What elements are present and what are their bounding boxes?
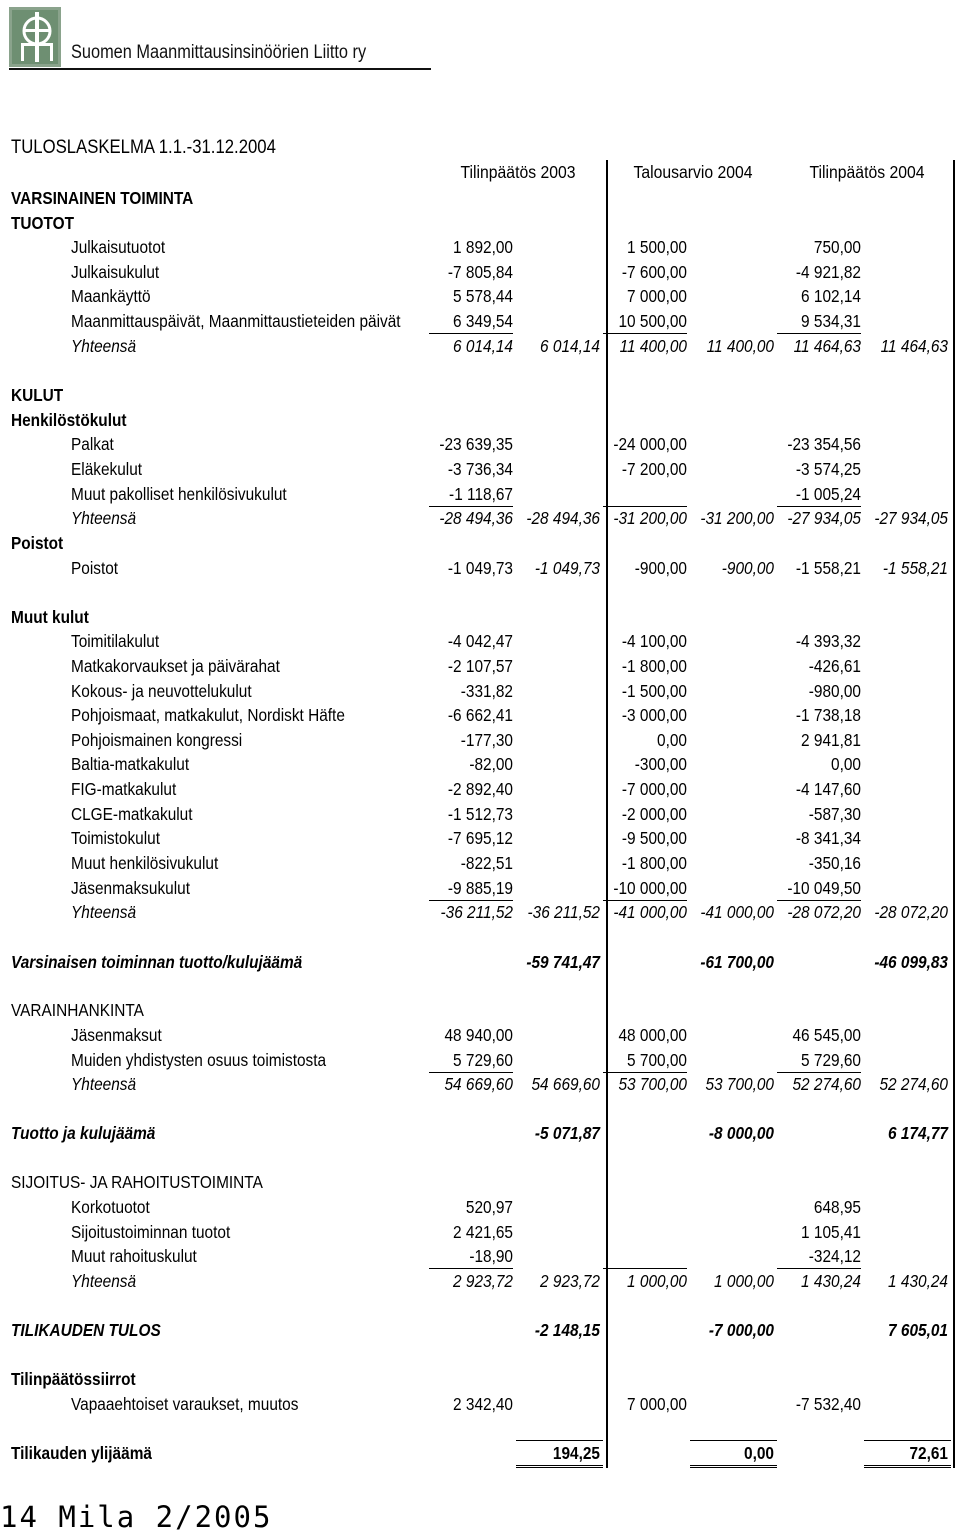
value-cell: -426,61 [808, 656, 861, 676]
table-row [0, 752, 960, 776]
table-row [0, 334, 960, 358]
row-label: VARSINAINEN TOIMINTA [11, 188, 194, 208]
row-label: Jäsenmaksut [71, 1025, 162, 1045]
value-cell: 11 400,00 [706, 336, 774, 356]
value-cell: -4 393,32 [795, 631, 861, 651]
row-label: Julkaisukulut [71, 262, 160, 282]
table-row [0, 998, 960, 1022]
row-label: Eläkekulut [71, 459, 143, 479]
value-cell: 1 000,00 [714, 1271, 774, 1291]
table-row [0, 506, 960, 530]
value-cell: 54 669,60 [444, 1074, 513, 1094]
table-row [0, 260, 960, 284]
value-cell: -900,00 [634, 558, 687, 578]
value-cell: -8 000,00 [708, 1123, 774, 1143]
row-label: Maankäyttö [71, 286, 151, 306]
row-label: Julkaisutuotot [71, 237, 166, 257]
value-cell: -4 100,00 [621, 631, 687, 651]
value-cell: -28 072,20 [787, 902, 861, 922]
value-cell: 1 430,24 [801, 1271, 861, 1291]
row-label: Tilikauden ylijäämä [11, 1443, 152, 1463]
value-cell: -28 494,36 [439, 508, 513, 528]
row-label: Poistot [11, 533, 64, 553]
row-label: SIJOITUS- JA RAHOITUSTOIMINTA [11, 1172, 263, 1192]
table-row [0, 950, 960, 974]
value-cell: -46 099,83 [874, 952, 948, 972]
table-row [0, 629, 960, 653]
value-cell: 48 940,00 [444, 1025, 513, 1045]
value-cell: -2 107,57 [447, 656, 513, 676]
header-rule [9, 68, 431, 70]
result-overline [690, 1440, 777, 1441]
row-label: Yhteensä [71, 336, 137, 356]
value-cell: -587,30 [808, 804, 861, 824]
value-cell: 7 000,00 [627, 1394, 687, 1414]
value-cell: -36 211,52 [527, 902, 600, 922]
value-cell: 9 534,31 [801, 311, 861, 331]
table-row [0, 1170, 960, 1194]
value-cell: -31 200,00 [613, 508, 687, 528]
row-label: Maanmittauspäivät, Maanmittaustieteiden päivät [71, 311, 401, 331]
row-label: Yhteensä [71, 508, 137, 528]
value-cell: -28 494,36 [526, 508, 600, 528]
row-label: Muut pakolliset henkilösivukulut [71, 484, 287, 504]
value-cell: -7 000,00 [708, 1320, 774, 1340]
value-cell: -9 885,19 [447, 878, 513, 898]
value-cell: 54 669,60 [531, 1074, 600, 1094]
value-cell: 53 700,00 [618, 1074, 687, 1094]
value-cell: -1 800,00 [621, 853, 687, 873]
value-cell: -7 200,00 [621, 459, 687, 479]
value-cell: -1 558,21 [795, 558, 861, 578]
value-cell: 6 174,77 [888, 1123, 948, 1143]
value-cell: 5 729,60 [801, 1050, 861, 1070]
table-row [0, 309, 960, 333]
table-row [0, 654, 960, 678]
value-cell: 6 349,54 [453, 311, 513, 331]
row-label: Yhteensä [71, 902, 137, 922]
value-cell: -300,00 [634, 754, 687, 774]
row-label: Tuotto ja kulujäämä [11, 1123, 156, 1143]
row-label: Matkakorvaukset ja päivärahat [71, 656, 280, 676]
table-row [0, 728, 960, 752]
value-cell: -27 934,05 [787, 508, 861, 528]
association-logo-icon [9, 7, 61, 67]
row-label: Poistot [71, 558, 119, 578]
value-cell: 2 923,72 [453, 1271, 513, 1291]
value-cell: 11 400,00 [619, 336, 687, 356]
table-row [0, 1048, 960, 1072]
column-header-tilinpaatos-2004: Tilinpäätös 2004 [809, 162, 925, 182]
value-cell: -18,90 [469, 1246, 513, 1266]
value-cell: -10 000,00 [613, 878, 687, 898]
value-cell: -1 558,21 [882, 558, 948, 578]
value-cell: -3 000,00 [621, 705, 687, 725]
value-cell: -324,12 [808, 1246, 861, 1266]
value-cell: 6 014,14 [453, 336, 513, 356]
row-label: Varsinaisen toiminnan tuotto/kulujäämä [11, 952, 303, 972]
value-cell: 2 421,65 [453, 1222, 513, 1242]
table-row [0, 777, 960, 801]
table-row [0, 1023, 960, 1047]
row-label: Baltia-matkakulut [71, 754, 190, 774]
value-cell: 5 729,60 [453, 1050, 513, 1070]
table-row [0, 703, 960, 727]
table-row [0, 679, 960, 703]
table-row [0, 1121, 960, 1145]
value-cell: -2 892,40 [447, 779, 513, 799]
table-row [0, 1441, 960, 1465]
value-cell: 72,61 [909, 1443, 948, 1463]
table-row [0, 802, 960, 826]
row-label: Muut kulut [11, 607, 89, 627]
table-row [0, 1392, 960, 1416]
value-cell: -350,16 [808, 853, 861, 873]
page-footer: 14 Mila 2/2005 [0, 1500, 273, 1534]
value-cell: 52 274,60 [792, 1074, 861, 1094]
row-label: Korkotuotot [71, 1197, 150, 1217]
table-row [0, 900, 960, 924]
value-cell: -7 600,00 [621, 262, 687, 282]
table-row [0, 1318, 960, 1342]
value-cell: 2 342,40 [453, 1394, 513, 1414]
value-cell: -1 512,73 [447, 804, 513, 824]
value-cell: -1 049,73 [534, 558, 600, 578]
table-row [0, 605, 960, 629]
value-cell: -41 000,00 [700, 902, 774, 922]
value-cell: 52 274,60 [879, 1074, 948, 1094]
row-label: VARAINHANKINTA [11, 1000, 144, 1020]
table-row [0, 482, 960, 506]
row-label: Toimitilakulut [71, 631, 160, 651]
value-cell: 11 464,63 [793, 336, 861, 356]
row-label: Tilinpäätössiirrot [11, 1369, 136, 1389]
table-row [0, 556, 960, 580]
value-cell: 48 000,00 [618, 1025, 687, 1045]
value-cell: -2 000,00 [621, 804, 687, 824]
value-cell: -331,82 [460, 681, 513, 701]
value-cell: 1 105,41 [801, 1222, 861, 1242]
value-cell: -1 738,18 [795, 705, 861, 725]
result-double-underline [690, 1465, 777, 1468]
result-double-underline [516, 1465, 603, 1468]
value-cell: -59 741,47 [526, 952, 600, 972]
value-cell: -82,00 [469, 754, 513, 774]
table-row [0, 1244, 960, 1268]
row-label: KULUT [11, 385, 64, 405]
row-label: Muiden yhdistysten osuus toimistosta [71, 1050, 327, 1070]
value-cell: -24 000,00 [613, 434, 687, 454]
row-label: Pohjoismaat, matkakulut, Nordiskt Häfte [71, 705, 345, 725]
column-header-talousarvio-2004: Talousarvio 2004 [633, 162, 753, 182]
table-row [0, 235, 960, 259]
table-row [0, 826, 960, 850]
value-cell: -3 736,34 [447, 459, 513, 479]
table-row [0, 531, 960, 555]
value-cell: -8 341,34 [795, 828, 861, 848]
value-cell: -4 042,47 [447, 631, 513, 651]
value-cell: -61 700,00 [700, 952, 774, 972]
value-cell: -6 662,41 [447, 705, 513, 725]
table-row [0, 1195, 960, 1219]
organization-name: Suomen Maanmittausinsinöörien Liitto ry [71, 42, 367, 63]
value-cell: 2 941,81 [801, 730, 861, 750]
table-row [0, 1220, 960, 1244]
value-cell: 46 545,00 [792, 1025, 861, 1045]
table-row [0, 383, 960, 407]
value-cell: 648,95 [813, 1197, 861, 1217]
table-row [0, 211, 960, 235]
table-row [0, 851, 960, 875]
table-row [0, 1367, 960, 1391]
value-cell: 1 500,00 [627, 237, 687, 257]
value-cell: 53 700,00 [705, 1074, 774, 1094]
value-cell: -7 532,40 [795, 1394, 861, 1414]
row-label: FIG-matkakulut [71, 779, 177, 799]
value-cell: 2 923,72 [540, 1271, 600, 1291]
value-cell: -1 005,24 [795, 484, 861, 504]
value-cell: 11 464,63 [880, 336, 948, 356]
table-row [0, 186, 960, 210]
value-cell: 1 430,24 [888, 1271, 948, 1291]
value-cell: 1 000,00 [627, 1271, 687, 1291]
row-label: Vapaaehtoiset varaukset, muutos [71, 1394, 299, 1414]
value-cell: 7 000,00 [627, 286, 687, 306]
row-label: Kokous- ja neuvottelukulut [71, 681, 252, 701]
value-cell: -1 049,73 [447, 558, 513, 578]
result-overline [864, 1440, 951, 1441]
row-label: Yhteensä [71, 1074, 137, 1094]
result-double-underline [864, 1465, 951, 1468]
value-cell: -177,30 [460, 730, 513, 750]
column-header-tilinpaatos-2003: Tilinpäätös 2003 [460, 162, 576, 182]
value-cell: -28 072,20 [874, 902, 948, 922]
value-cell: -7 000,00 [621, 779, 687, 799]
value-cell: 194,25 [552, 1443, 600, 1463]
value-cell: 750,00 [813, 237, 861, 257]
table-row [0, 284, 960, 308]
value-cell: -1 500,00 [621, 681, 687, 701]
row-label: Yhteensä [71, 1271, 137, 1291]
value-cell: 0,00 [744, 1443, 774, 1463]
row-label: TUOTOT [11, 213, 75, 233]
value-cell: -36 211,52 [440, 902, 513, 922]
value-cell: 6 014,14 [540, 336, 600, 356]
value-cell: 5 578,44 [453, 286, 513, 306]
row-label: Muut rahoituskulut [71, 1246, 197, 1266]
value-cell: -10 049,50 [787, 878, 861, 898]
value-cell: -7 805,84 [447, 262, 513, 282]
value-cell: 10 500,00 [618, 311, 687, 331]
result-overline [516, 1440, 603, 1441]
value-cell: 0,00 [831, 754, 861, 774]
value-cell: -7 695,12 [447, 828, 513, 848]
value-cell: 7 605,01 [888, 1320, 948, 1340]
row-label: Toimistokulut [71, 828, 161, 848]
value-cell: -4 921,82 [795, 262, 861, 282]
table-row [0, 408, 960, 432]
value-cell: -4 147,60 [795, 779, 861, 799]
row-label: Jäsenmaksukulut [71, 878, 190, 898]
table-row [0, 457, 960, 481]
value-cell: -822,51 [460, 853, 513, 873]
value-cell: -900,00 [721, 558, 774, 578]
value-cell: -27 934,05 [874, 508, 948, 528]
value-cell: -41 000,00 [613, 902, 687, 922]
table-row [0, 432, 960, 456]
value-cell: 520,97 [465, 1197, 513, 1217]
value-cell: -1 118,67 [449, 484, 513, 504]
table-row [0, 876, 960, 900]
value-cell: -5 071,87 [534, 1123, 600, 1143]
value-cell: -23 639,35 [439, 434, 513, 454]
row-label: Henkilöstökulut [11, 410, 127, 430]
value-cell: -31 200,00 [700, 508, 774, 528]
value-cell: 1 892,00 [453, 237, 513, 257]
value-cell: -1 800,00 [621, 656, 687, 676]
value-cell: -980,00 [808, 681, 861, 701]
value-cell: 0,00 [657, 730, 687, 750]
row-label: Muut henkilösivukulut [71, 853, 219, 873]
value-cell: -23 354,56 [787, 434, 861, 454]
row-label: Sijoitustoiminnan tuotot [71, 1222, 231, 1242]
value-cell: -2 148,15 [534, 1320, 600, 1340]
row-label: TILIKAUDEN TULOS [11, 1320, 161, 1340]
value-cell: 5 700,00 [627, 1050, 687, 1070]
row-label: CLGE-matkakulut [71, 804, 193, 824]
table-row [0, 1072, 960, 1096]
value-cell: 6 102,14 [801, 286, 861, 306]
report-title: TULOSLASKELMA 1.1.-31.12.2004 [11, 137, 276, 158]
value-cell: -9 500,00 [621, 828, 687, 848]
row-label: Pohjoismainen kongressi [71, 730, 243, 750]
table-row [0, 1269, 960, 1293]
value-cell: -3 574,25 [795, 459, 861, 479]
row-label: Palkat [71, 434, 114, 454]
